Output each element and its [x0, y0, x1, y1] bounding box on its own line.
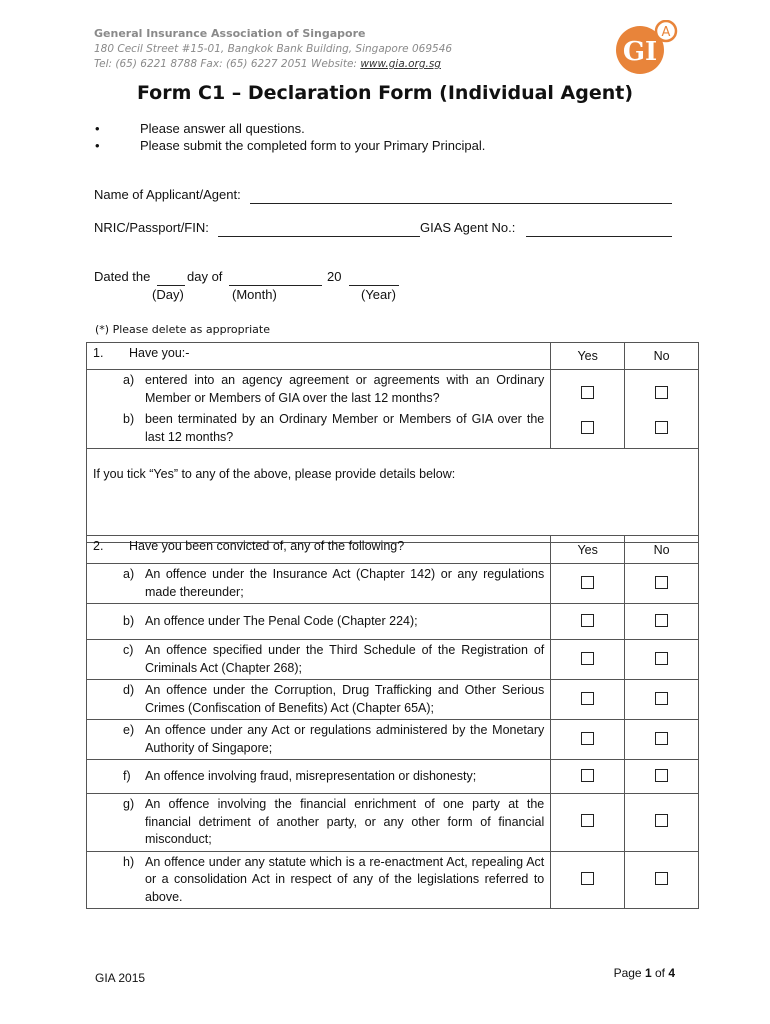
no-header: No: [625, 536, 699, 564]
question-item: e) An offence under any Act or regulations administered by the Monetary Authority of Singapore;: [123, 723, 545, 755]
yes-header: Yes: [551, 536, 625, 564]
org-contact: [94, 58, 441, 70]
question-item: h) An offence under any statute which is a re-enactment Act, repealing Act or a consolidation Act in respect of any of the legislations referred to above.: [123, 854, 545, 904]
no-checkbox[interactable]: [655, 814, 668, 827]
question-1-table: [86, 342, 699, 543]
no-checkbox[interactable]: [655, 652, 668, 665]
yes-checkbox[interactable]: [581, 386, 594, 399]
logo-superscript: A: [661, 25, 671, 40]
nric-label: NRIC/Passport/FIN:: [94, 220, 209, 235]
nric-field[interactable]: [218, 236, 420, 237]
logo-text: GI: [622, 37, 658, 67]
page-number: Page 1 of 4: [613, 966, 675, 980]
yes-checkbox[interactable]: [581, 732, 594, 745]
question-item: a) An offence under the Insurance Act (Chapter 142) or any regulations made thereunder;: [123, 567, 545, 599]
yes-checkbox[interactable]: [581, 421, 594, 434]
org-name: General Insurance Association of Singapore: [94, 27, 366, 40]
month-field[interactable]: [229, 285, 322, 286]
question-item: a) entered into an agency agreement or agreements with an Ordinary Member or Members of GIA over the last 12 months?: [123, 373, 545, 405]
question-item: d) An offence under the Corruption, Drug Trafficking and Other Serious Crimes (Confiscation of Benefits) Act (Chapter 65A);: [123, 683, 545, 715]
question-1-header: 1. Have you:-: [87, 343, 551, 370]
no-checkbox[interactable]: [655, 692, 668, 705]
no-checkbox[interactable]: [655, 769, 668, 782]
yes-checkbox[interactable]: [581, 814, 594, 827]
year-caption: (Year): [361, 287, 396, 302]
website-link[interactable]: www.gia.org.sg: [360, 58, 441, 70]
dated-the-label: Dated the: [94, 269, 151, 284]
details-box[interactable]: If you tick “Yes” to any of the above, please provide details below:: [87, 449, 699, 543]
yes-checkbox[interactable]: [581, 872, 594, 885]
yes-checkbox[interactable]: [581, 614, 594, 627]
bullet-icon: •: [95, 138, 100, 153]
day-caption: (Day): [152, 287, 184, 302]
no-checkbox[interactable]: [655, 872, 668, 885]
no-checkbox[interactable]: [655, 421, 668, 434]
footer-label: GIA 2015: [95, 971, 146, 985]
question-item: f) An offence involving fraud, misrepresentation or dishonesty;: [123, 768, 477, 783]
no-checkbox[interactable]: [655, 614, 668, 627]
name-label: Name of Applicant/Agent:: [94, 187, 241, 202]
tel-fax-text: Tel: (65) 6221 8788 Fax: (65) 6227 2051 Website:: [94, 58, 361, 70]
day-of-label: day of: [187, 269, 223, 284]
question-item: b) An offence under The Penal Code (Chapter 224);: [123, 613, 418, 628]
yes-checkbox[interactable]: [581, 692, 594, 705]
yes-header: Yes: [551, 343, 625, 370]
month-caption: (Month): [232, 287, 277, 302]
no-checkbox[interactable]: [655, 732, 668, 745]
bullet-icon: •: [95, 121, 100, 136]
name-field[interactable]: [250, 203, 672, 204]
page-title: Form C1 – Declaration Form (Individual Agent): [136, 82, 634, 104]
delete-note: (*) Please delete as appropriate: [95, 323, 270, 336]
question-2-header: 2. Have you been convicted of, any of the following?: [87, 536, 551, 564]
no-checkbox[interactable]: [655, 576, 668, 589]
question-2-table: [86, 535, 699, 909]
no-checkbox[interactable]: [655, 386, 668, 399]
question-item: g) An offence involving the financial enrichment of one party at the financial detriment of another party, or any other form of financial misconduct;: [123, 797, 545, 846]
question-item: c) An offence specified under the Third Schedule of the Registration of Criminals Act (Chapter 268);: [123, 643, 545, 675]
yes-checkbox[interactable]: [581, 576, 594, 589]
yes-checkbox[interactable]: [581, 652, 594, 665]
gia-logo: [612, 20, 678, 76]
question-item: b) been terminated by an Ordinary Member or Members of GIA over the last 12 months?: [123, 412, 545, 444]
yes-checkbox[interactable]: [581, 769, 594, 782]
gias-label: GIAS Agent No.:: [420, 220, 516, 235]
day-field[interactable]: [157, 285, 185, 286]
org-address: 180 Cecil Street #15-01, Bangkok Bank Building, Singapore 069546: [94, 43, 453, 55]
gias-agent-no-field[interactable]: [526, 236, 672, 237]
year-field[interactable]: [349, 285, 399, 286]
no-header: No: [625, 343, 699, 370]
year-prefix: 20: [327, 269, 342, 284]
